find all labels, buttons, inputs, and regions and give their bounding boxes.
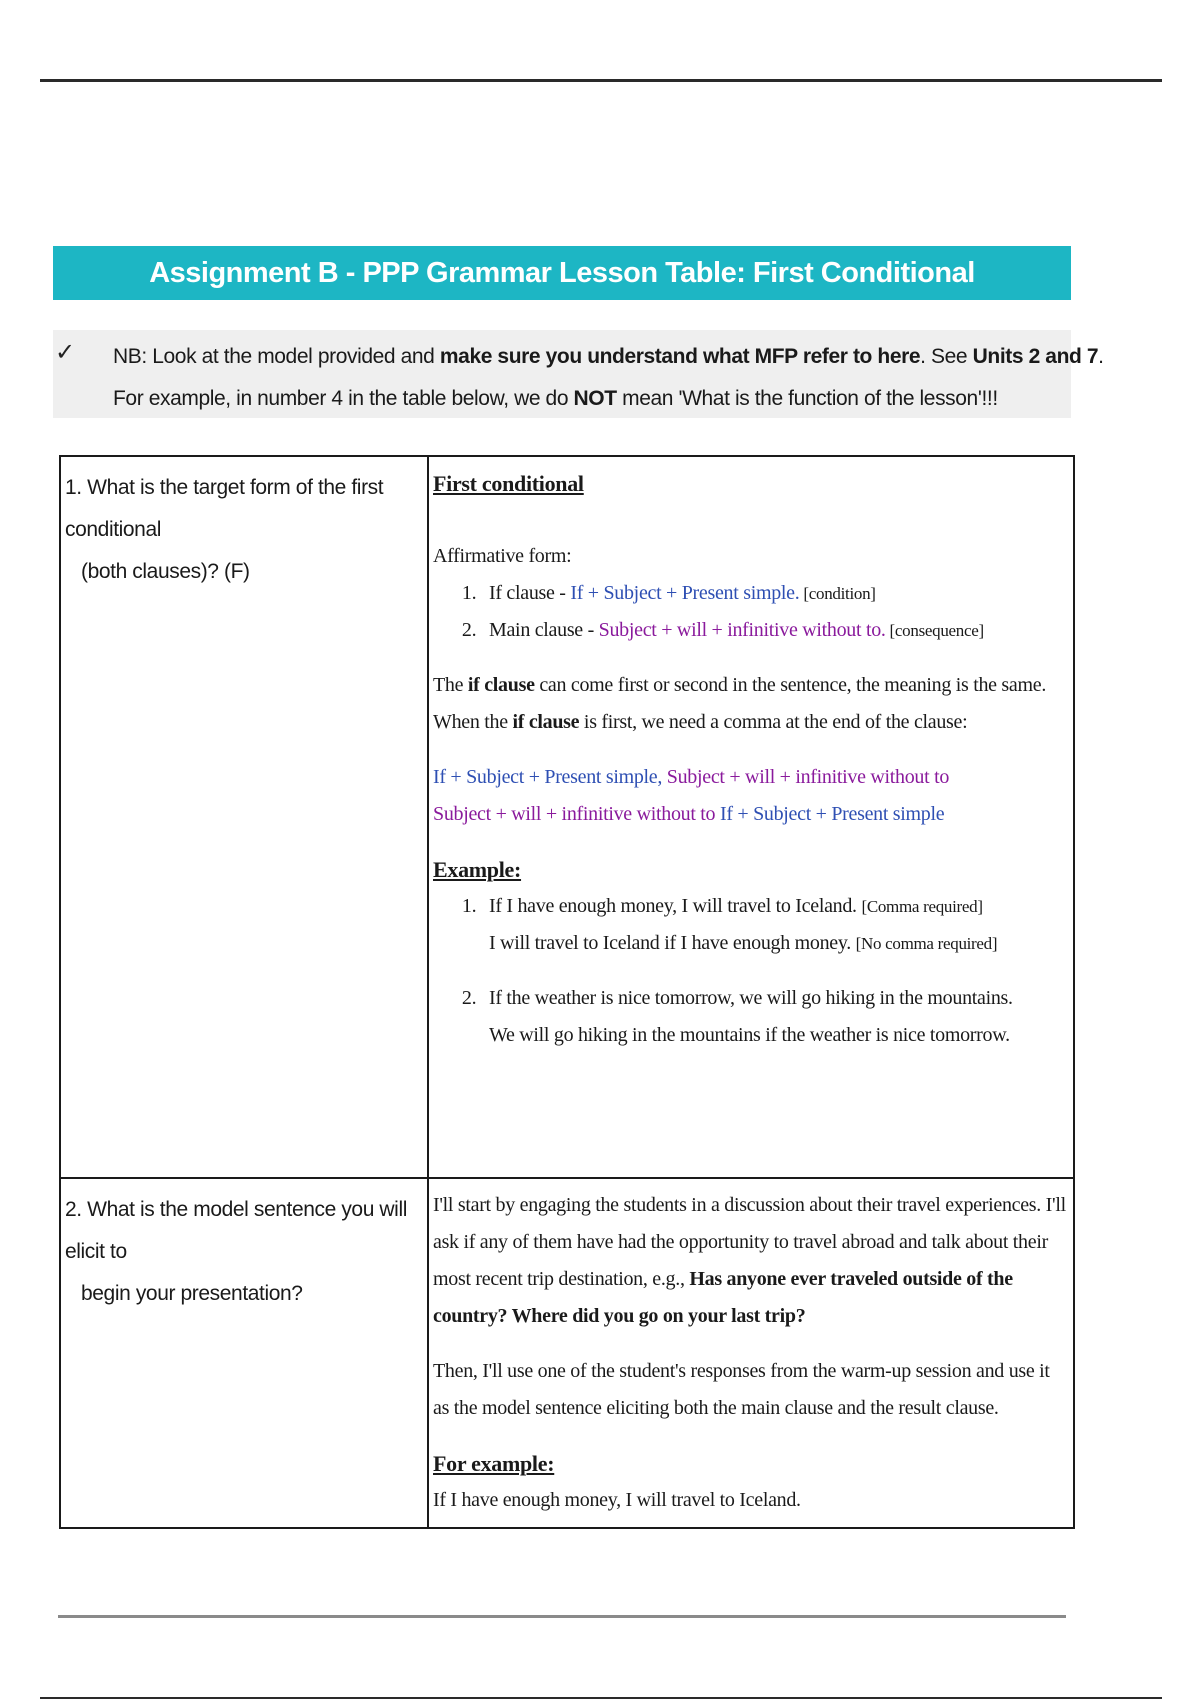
- question-text: 1. What is the target form of the first conditional (both clauses)? (F): [65, 476, 384, 583]
- lesson-table: [59, 455, 1075, 1529]
- elicit-paragraph: Then, I'll use one of the student's responses from the warm-up session and use it as the model sentence eliciting both the main clause and the result clause.: [433, 1360, 1050, 1419]
- table-row: [60, 1178, 1074, 1528]
- footer-rule: [58, 1615, 1066, 1618]
- form-list: [433, 575, 1067, 649]
- note-box: [53, 330, 1104, 418]
- clause-order-paragraph: The if clause can come first or second in the sentence, the meaning is the same. When the if clause is first, we need a comma at the end of the clause:: [433, 674, 1047, 733]
- for-example-heading: For example:: [433, 1451, 555, 1476]
- question-text: 2. What is the model sentence you will elicit to begin your presentation?: [65, 1198, 407, 1305]
- formula-line-2: Subject + will + infinitive without to If + Subject + Present simple: [433, 803, 945, 825]
- document-title-bar: [53, 246, 1071, 300]
- list-item: 2. If the weather is nice tomorrow, we will go hiking in the mountains. We will go hiking in the mountains if the weather is nice tomorrow.: [481, 980, 1067, 1054]
- example-heading: Example:: [433, 857, 522, 882]
- checkmark-icon: ✓: [55, 338, 76, 366]
- example-list: [433, 888, 1067, 1054]
- list-item: 1. If I have enough money, I will travel to Iceland. [Comma required] I will travel to Iceland if I have enough money. [No comma required]: [481, 888, 1067, 980]
- affirmative-label: Affirmative form:: [433, 545, 572, 567]
- bottom-rule: [40, 1697, 1162, 1699]
- formula-line-1: If + Subject + Present simple, Subject + will + infinitive without to: [433, 766, 950, 788]
- list-item: 2. Main clause - Subject + will + infinitive without to. [consequence]: [481, 612, 1067, 649]
- note-text: NB: Look at the model provided and make sure you understand what MFP refer to here. See Units 2 and 7. For example, in number 4 in the table below, we do NOT mean 'What is the function of the lesson'!!!: [113, 345, 1104, 410]
- document-title: Assignment B - PPP Grammar Lesson Table: First Conditional: [149, 256, 975, 289]
- answer-heading: First conditional: [433, 471, 584, 496]
- table-row: [60, 456, 1074, 1178]
- answer-cell: [428, 1178, 1074, 1528]
- engagement-paragraph: I'll start by engaging the students in a discussion about their travel experiences. I'll ask if any of them have had the opportunity to travel abroad and talk about their most recent trip destination, e.g., Has anyone ever traveled outside of the country? Where did you go on your last trip?: [433, 1194, 1066, 1327]
- list-item: 1. If clause - If + Subject + Present simple. [condition]: [481, 575, 1067, 612]
- answer-cell: [428, 456, 1074, 1178]
- top-rule: [40, 79, 1162, 82]
- question-cell: [60, 1178, 428, 1528]
- model-sentence: If I have enough money, I will travel to Iceland.: [433, 1489, 801, 1511]
- question-cell: [60, 456, 428, 1178]
